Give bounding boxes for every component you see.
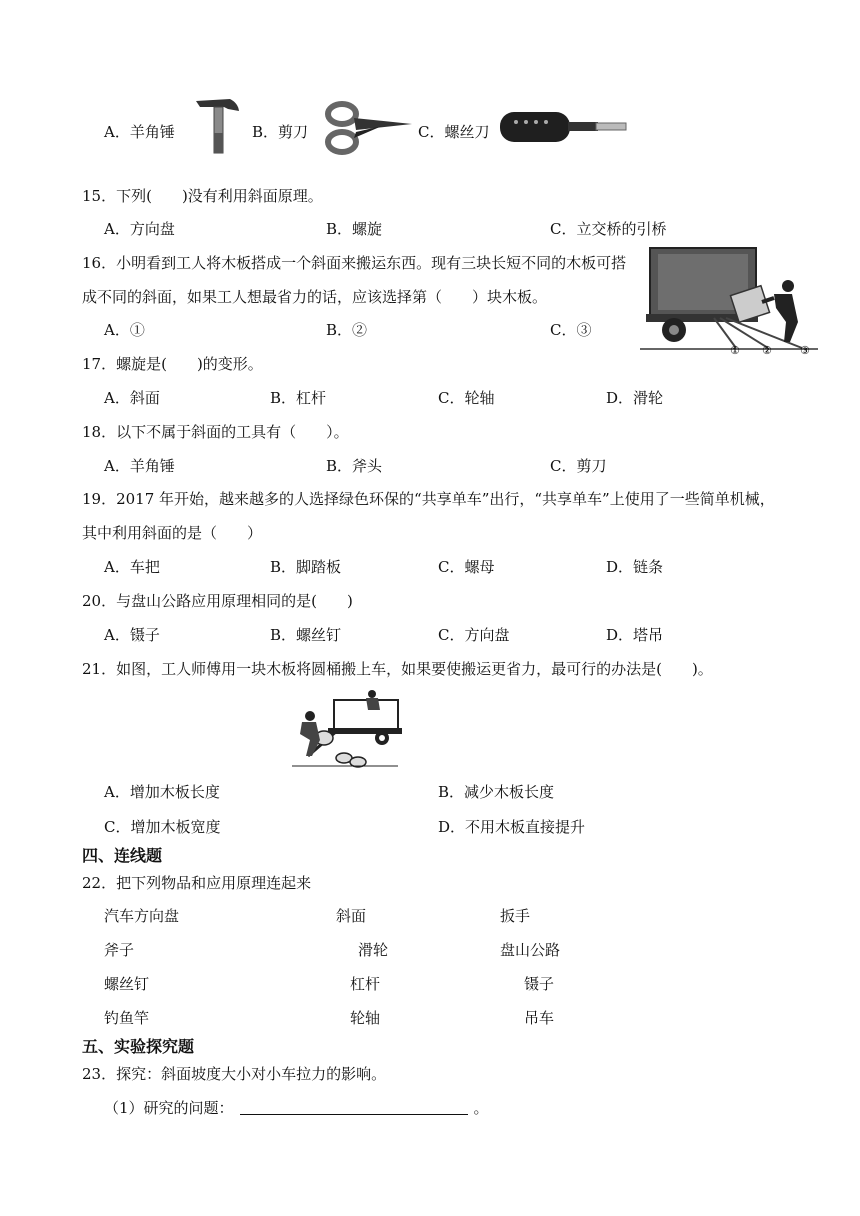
ramp-label-3: ③: [800, 344, 810, 357]
q15-stem: 15．下列( )没有利用斜面原理。: [82, 187, 323, 205]
match-item-1: 汽车方向盘: [104, 907, 180, 925]
q17-option-a: A．斜面: [104, 389, 160, 407]
q16-option-c: C．③: [550, 321, 592, 339]
q14-option-a: A．羊角锤: [104, 123, 175, 141]
match-tool-3: 镊子: [524, 975, 555, 993]
q16-option-b: B．②: [326, 321, 368, 339]
match-principle-1: 斜面: [336, 907, 367, 925]
q19-stem-line2: 其中利用斜面的是（ ）: [82, 524, 263, 542]
match-item-3: 螺丝钉: [104, 975, 150, 993]
section5-heading: 五、实验探究题: [82, 1037, 195, 1056]
q21-option-a: A．增加木板长度: [104, 783, 220, 801]
q20-option-d: D．塔吊: [606, 626, 664, 644]
q20-option-b: B．螺丝钉: [270, 626, 342, 644]
q20-option-a: A．镊子: [104, 626, 160, 644]
q16-option-a: A．①: [104, 321, 145, 339]
q23-stem: 23．探究：斜面坡度大小对小车拉力的影响。: [82, 1065, 387, 1083]
q17-stem: 17．螺旋是( )的变形。: [82, 355, 263, 373]
q19-stem-line1: 19．2017 年开始，越来越多的人选择绿色环保的“共享单车”出行，“共享单车”上使用了一些简单机械，: [82, 490, 775, 508]
q23-sub1: [104, 1097, 489, 1118]
q21-option-b: B．减少木板长度: [438, 783, 555, 801]
q22-stem: 22．把下列物品和应用原理连起来: [82, 874, 312, 892]
q17-option-b: B．杠杆: [270, 389, 327, 407]
ramp-label-1: ①: [730, 344, 740, 357]
hammer-icon: [194, 97, 240, 155]
q14-option-b: B．剪刀: [252, 123, 309, 141]
q18-option-a: A．羊角锤: [104, 457, 175, 475]
q23-answer-blank[interactable]: [240, 1100, 468, 1115]
q14-option-c: C．螺丝刀: [418, 123, 490, 141]
q20-stem: 20．与盘山公路应用原理相同的是( ): [82, 592, 353, 610]
truck-ramp-figure: [640, 246, 818, 358]
q19-option-d: D．链条: [606, 558, 664, 576]
match-principle-2: 滑轮: [358, 941, 389, 959]
q18-option-b: B．斧头: [326, 457, 383, 475]
q23-sub1-label: （1）研究的问题：: [104, 1099, 234, 1117]
screwdriver-icon: [498, 108, 630, 148]
q18-option-c: C．剪刀: [550, 457, 607, 475]
q23-sub1-end: 。: [473, 1099, 489, 1117]
ramp-label-2: ②: [762, 344, 772, 357]
q17-option-d: D．滑轮: [606, 389, 664, 407]
match-tool-4: 吊车: [524, 1009, 555, 1027]
match-tool-2: 盘山公路: [500, 941, 561, 959]
q19-option-a: A．车把: [104, 558, 160, 576]
q19-option-b: B．脚踏板: [270, 558, 342, 576]
match-tool-1: 扳手: [500, 907, 531, 925]
q21-option-d: D．不用木板直接提升: [438, 818, 586, 836]
q19-option-c: C．螺母: [438, 558, 495, 576]
q16-stem-line2: 成不同的斜面，如果工人想最省力的话，应该选择第（ ）块木板。: [82, 288, 548, 306]
q21-option-c: C．增加木板宽度: [104, 818, 221, 836]
scissors-icon: [322, 96, 414, 160]
q15-option-a: A．方向盘: [104, 220, 175, 238]
q18-stem: 18．以下不属于斜面的工具有（ ）。: [82, 423, 349, 441]
q21-stem: 21．如图，工人师傅用一块木板将圆桶搬上车，如果要使搬运更省力，最可行的办法是( )。: [82, 660, 713, 678]
section4-heading: 四、连线题: [82, 846, 163, 865]
worker-barrel-figure: [288, 690, 406, 768]
q17-option-c: C．轮轴: [438, 389, 495, 407]
q16-stem-line1: 16．小明看到工人将木板搭成一个斜面来搬运东西。现有三块长短不同的木板可搭: [82, 254, 627, 272]
q20-option-c: C．方向盘: [438, 626, 510, 644]
match-principle-4: 轮轴: [350, 1009, 381, 1027]
q15-option-c: C．立交桥的引桥: [550, 220, 667, 238]
match-principle-3: 杠杆: [350, 975, 381, 993]
match-item-4: 钓鱼竿: [104, 1009, 150, 1027]
match-item-2: 斧子: [104, 941, 135, 959]
q15-option-b: B．螺旋: [326, 220, 383, 238]
